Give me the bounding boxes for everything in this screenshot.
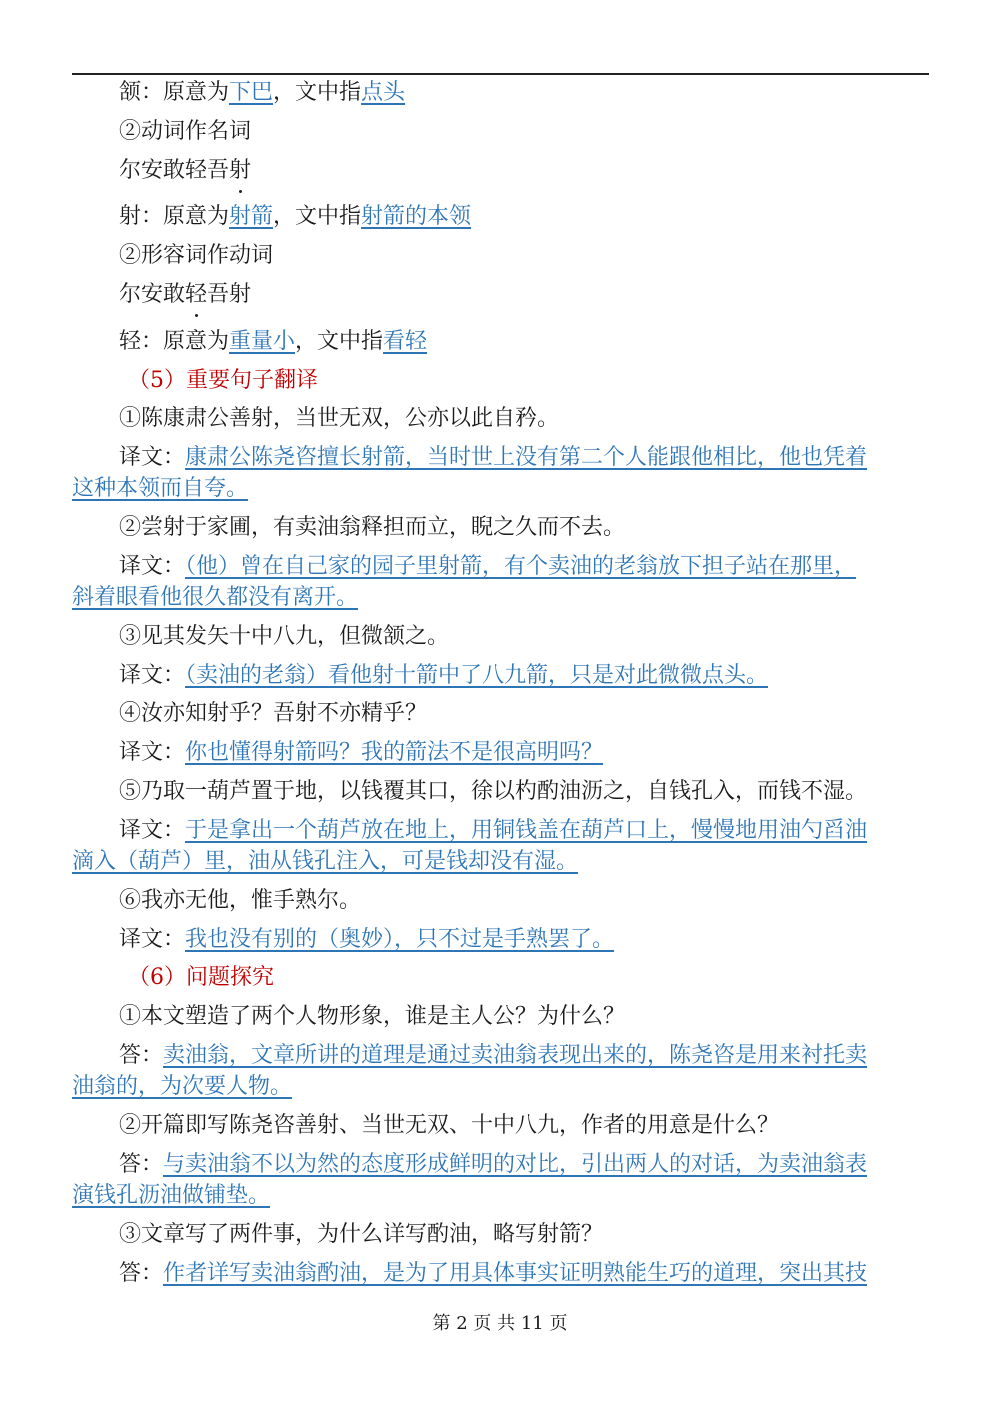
gloss-answer: 射箭 — [229, 204, 274, 229]
translation-answer: 康肃公陈尧咨擅长射箭，当时世上没有第二个人能跟他相比，他也凭着 — [185, 445, 868, 470]
example-text: 尔安敢轻吾 — [119, 158, 230, 183]
gloss-answer: 射箭的本领 — [361, 204, 472, 229]
example-text: 尔安敢 — [119, 282, 186, 307]
translation-answer: （他）曾在自己家的园子里射箭，有个卖油的老翁放下担子站在那里， — [185, 554, 857, 579]
gloss-line-she — [0, 201, 1000, 233]
translation-answer: 你也懂得射箭吗？我的箭法不是很高明吗？ — [185, 740, 604, 765]
gloss-text: ，文中指 — [295, 329, 384, 354]
translation-label: 译文： — [119, 740, 186, 765]
translation-line-cont — [0, 582, 1000, 614]
translation-line — [0, 551, 1000, 583]
answer-line — [0, 1258, 1000, 1290]
gloss-answer: 点头 — [361, 80, 406, 105]
gloss-text: 轻：原意为 — [119, 329, 230, 354]
section-heading-inquiry: （6）问题探究 — [128, 965, 274, 990]
translation-answer: 我也没有别的（奥妙），只不过是手熟罢了。 — [185, 927, 615, 952]
translation-line — [0, 660, 1000, 692]
translation-label: 译文： — [119, 445, 186, 470]
dotted-character: 轻 — [185, 279, 207, 311]
source-sentence: ⑥我亦无他，惟手熟尔。 — [119, 888, 362, 913]
translation-line — [0, 924, 1000, 956]
translation-answer: 滴入（葫芦）里，油从钱孔注入，可是钱却没有湿。 — [72, 849, 579, 874]
answer-text: 油翁的，为次要人物。 — [72, 1074, 293, 1099]
answer-text: 卖油翁，文章所讲的道理是通过卖油翁表现出来的，陈尧咨是用来衬托卖 — [163, 1043, 868, 1068]
answer-line-cont — [0, 1180, 1000, 1212]
translation-answer: （卖油的老翁）看他射十箭中了八九箭，只是对此微微点头。 — [185, 663, 769, 688]
gloss-text: ，文中指 — [273, 204, 362, 229]
page-number-footer: 第 2 页 共 11 页 — [432, 1313, 568, 1334]
translation-label: 译文： — [119, 663, 186, 688]
translation-label: 译文： — [119, 554, 186, 579]
gloss-text: 射：原意为 — [119, 204, 230, 229]
source-sentence: ④汝亦知射乎？吾射不亦精乎？ — [119, 701, 428, 726]
source-sentence: ①陈康肃公善射，当世无双，公亦以此自矜。 — [119, 406, 560, 431]
subheading-adj-as-verb: ②形容词作动词 — [119, 243, 274, 268]
answer-text: 与卖油翁不以为然的态度形成鲜明的对比，引出两人的对话，为卖油翁表 — [163, 1152, 868, 1177]
subheading-verb-as-noun: ②动词作名词 — [119, 119, 252, 144]
section-heading-translation: （5）重要句子翻译 — [128, 368, 318, 393]
top-rule — [72, 73, 929, 75]
translation-answer: 这种本领而自夸。 — [72, 476, 249, 501]
example-sentence — [0, 279, 1000, 311]
source-sentence: ③见其发矢十中八九，但微颔之。 — [119, 624, 450, 649]
answer-label: 答： — [119, 1043, 164, 1068]
translation-answer: 于是拿出一个葫芦放在地上，用铜钱盖在葫芦口上，慢慢地用油勺舀油 — [185, 818, 868, 843]
question: ①本文塑造了两个人物形象，谁是主人公？为什么？ — [119, 1004, 626, 1029]
dotted-character: 射 — [229, 155, 251, 187]
answer-line-cont — [0, 1071, 1000, 1103]
gloss-text: 颔：原意为 — [119, 80, 230, 105]
translation-line — [0, 815, 1000, 847]
example-text: 吾射 — [207, 282, 252, 307]
answer-line — [0, 1040, 1000, 1072]
source-sentence: ②尝射于家圃，有卖油翁释担而立，睨之久而不去。 — [119, 515, 626, 540]
answer-text: 作者详写卖油翁酌油，是为了用具体事实证明熟能生巧的道理，突出其技 — [163, 1261, 868, 1286]
translation-line-cont — [0, 473, 1000, 505]
translation-line — [0, 737, 1000, 769]
translation-line-cont — [0, 846, 1000, 878]
answer-text: 演钱孔沥油做铺垫。 — [72, 1183, 271, 1208]
question: ②开篇即写陈尧咨善射、当世无双、十中八九，作者的用意是什么？ — [119, 1113, 780, 1138]
translation-answer: 斜着眼看他很久都没有离开。 — [72, 585, 359, 610]
example-sentence — [0, 155, 1000, 187]
question: ③文章写了两件事，为什么详写酌油，略写射箭？ — [119, 1222, 604, 1247]
gloss-text: ，文中指 — [273, 80, 362, 105]
answer-label: 答： — [119, 1261, 164, 1286]
translation-label: 译文： — [119, 818, 186, 843]
answer-line — [0, 1149, 1000, 1181]
gloss-line-qing — [0, 326, 1000, 358]
gloss-answer: 下巴 — [229, 80, 274, 105]
gloss-answer: 重量小 — [229, 329, 296, 354]
translation-label: 译文： — [119, 927, 186, 952]
source-sentence: ⑤乃取一葫芦置于地，以钱覆其口，徐以杓酌油沥之，自钱孔入，而钱不湿。 — [119, 779, 868, 804]
gloss-answer: 看轻 — [383, 329, 428, 354]
gloss-line-han — [0, 77, 1000, 109]
translation-line — [0, 442, 1000, 474]
answer-label: 答： — [119, 1152, 164, 1177]
